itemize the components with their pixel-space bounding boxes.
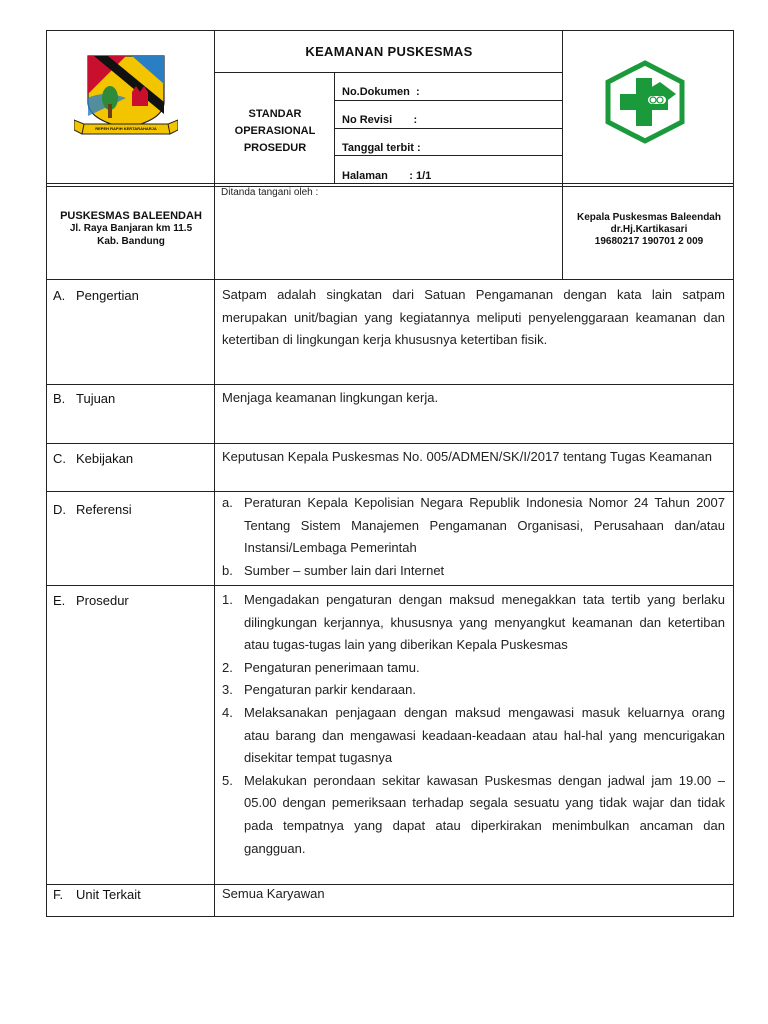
section-c-letter: C.	[53, 451, 66, 466]
list-item	[222, 657, 725, 680]
section-e-list	[222, 589, 725, 860]
section-a-label	[53, 288, 139, 303]
list-text: Pengaturan penerimaan tamu.	[244, 659, 420, 675]
section-e-letter: E.	[53, 593, 66, 608]
section-a-letter: A.	[53, 288, 66, 303]
document-title: KEAMANAN PUSKESMAS	[305, 43, 473, 59]
sop-line-prosedur: PROSEDUR	[243, 142, 307, 154]
section-f-label	[53, 887, 141, 902]
puskesmas-logo	[602, 60, 688, 144]
sop-label	[216, 106, 334, 157]
list-text: Pengaturan parkir kendaraan.	[244, 682, 417, 698]
section-e-title: Prosedur	[76, 593, 129, 608]
list-text: Melakukan perondaan sekitar kawasan Puskesmas dengan jadwal jam 19.00 – 05.00 dengan pemeriksaan terhadap segala sesuatu yang tidak wajar dan tidak pada tempatnya yang dapat atau diperkirakan menimbulkan ancaman dan gangguan.	[244, 772, 725, 856]
organization-address-1: Jl. Raya Banjaran km 11.5	[69, 223, 193, 234]
list-item	[222, 679, 725, 702]
list-marker: 4.	[222, 704, 233, 720]
list-item	[222, 702, 725, 770]
organization-address-2: Kab. Bandung	[97, 236, 165, 247]
section-b-text: Menjaga keamanan lingkungan kerja.	[222, 390, 439, 405]
list-item	[222, 589, 725, 657]
list-marker: b.	[222, 562, 233, 578]
section-d-letter: D.	[53, 502, 66, 517]
section-f-text: Semua Karyawan	[222, 886, 325, 901]
section-d-list	[222, 492, 725, 582]
tanggal-terbit-label: Tanggal terbit :	[342, 142, 421, 154]
organization-name: PUSKESMAS BALEENDAH	[60, 210, 202, 222]
section-b-letter: B.	[53, 391, 66, 406]
section-d-title: Referensi	[76, 502, 132, 517]
head-name: dr.Hj.Kartikasari	[610, 224, 688, 235]
head-title: Kepala Puskesmas Baleendah	[577, 212, 721, 223]
list-marker: 2.	[222, 659, 233, 675]
list-text: Melaksanakan penjagaan dengan maksud mengawasi masuk keluarnya orang atau barang dan mengawasi keadaan-keadaan atau hal-hal yang mencurigakan disekitar tempat tugasnya	[244, 704, 725, 766]
organization-block	[48, 210, 214, 248]
section-f-title: Unit Terkait	[76, 887, 141, 902]
sop-line-operasional: OPERASIONAL	[234, 125, 316, 137]
section-b-title: Tujuan	[76, 391, 116, 406]
head-nip: 19680217 190701 2 009	[594, 236, 704, 247]
list-text: Sumber – sumber lain dari Internet	[244, 562, 445, 578]
list-item	[222, 560, 725, 583]
list-text: Peraturan Kepala Kepolisian Negara Republik Indonesia Nomor 24 Tahun 2007 Tentang Sistem Manajemen Pengamanan Organisasi, Perusahaan dan/atau Instansi/Lembaga Pemerintah	[244, 495, 725, 556]
no-dokumen-label: No.Dokumen :	[342, 86, 420, 98]
section-a-title: Pengertian	[76, 288, 139, 303]
list-marker: 1.	[222, 592, 233, 607]
section-c-text: Keputusan Kepala Puskesmas No. 005/ADMEN/SK/I/2017 tentang Tugas Keamanan	[222, 449, 712, 464]
section-a-text: Satpam adalah singkatan dari Satuan Pengamanan dengan kata lain satpam merupakan unit/bagian yang kegiatannya meliputi penyelenggaraan keamanan dan ketertiban di lingkungan kerja khususnya ketertiban fisik.	[222, 287, 725, 348]
head-signature-block	[566, 212, 732, 248]
list-marker: 5.	[222, 772, 233, 788]
list-item	[222, 770, 725, 860]
list-item	[222, 492, 725, 560]
list-text: Mengadakan pengaturan dengan maksud menegakkan tata tertib yang berlaku dilingkungan kerjannya, khususnya yang menyangkut keamanan dan ketertiban atau tugas-tugas lain yang diberikan Kepala Puskesmas	[244, 592, 725, 653]
section-e-label	[53, 593, 129, 608]
section-b-label	[53, 391, 115, 406]
section-c-title: Kebijakan	[76, 451, 134, 466]
section-c-label	[53, 451, 133, 466]
crest-motto: REPEH RAPIH KERTARAHARJA	[95, 126, 157, 131]
no-revisi-label: No Revisi :	[342, 114, 418, 126]
halaman-label: Halaman : 1/1	[342, 170, 432, 182]
list-marker: a.	[222, 495, 233, 510]
kabupaten-bandung-crest-logo	[74, 54, 178, 138]
list-marker: 3.	[222, 682, 233, 698]
section-d-label	[53, 502, 132, 517]
sop-line-standar: STANDAR	[248, 108, 302, 120]
signed-by-label: Ditanda tangani oleh :	[221, 187, 319, 198]
section-f-letter: F.	[53, 887, 64, 902]
